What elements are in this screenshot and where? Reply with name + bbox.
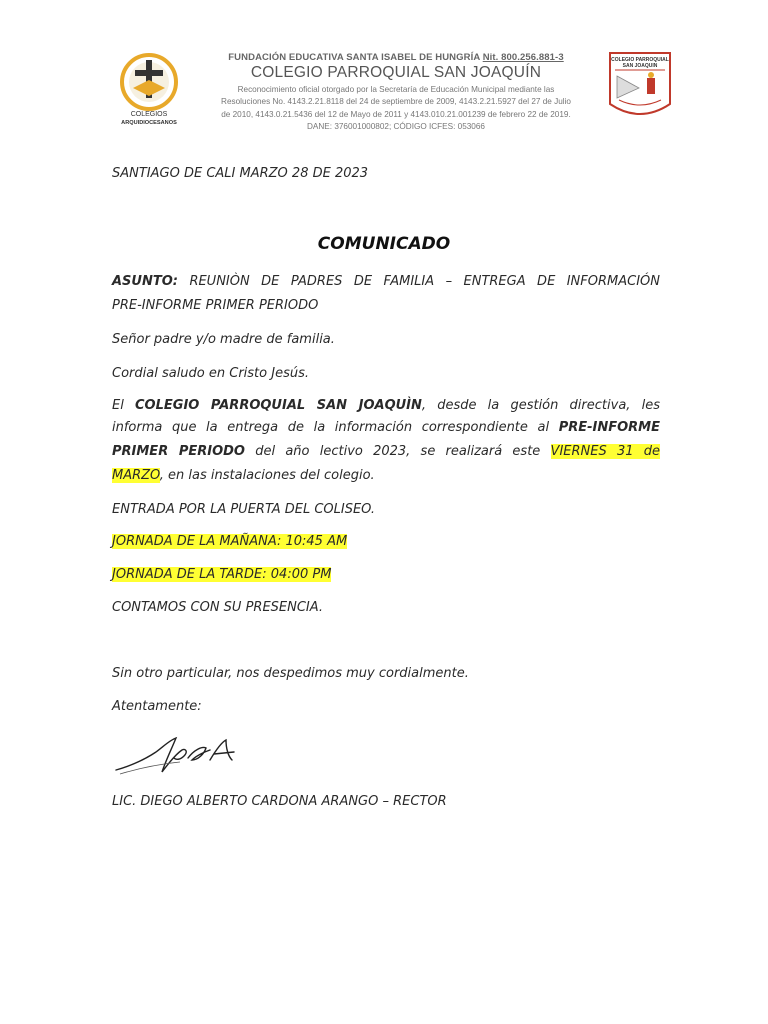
subject-line-1	[112, 274, 660, 289]
school-name: COLEGIO PARROQUIAL SAN JOAQUÍN	[250, 64, 542, 81]
foundation-name: FUNDACIÓN EDUCATIVA SANTA ISABEL DE HUNGRÍA	[228, 52, 480, 63]
paragraph-line-4: MARZO, en las instalaciones del colegio.	[112, 468, 375, 483]
resolution-line-1: Reconocimiento oficial otorgado por la Secretaría de Educación Municipal mediante las	[237, 85, 555, 94]
entrance-note: ENTRADA POR LA PUERTA DEL COLISEO.	[112, 502, 376, 517]
subject-label: ASUNTO:	[112, 274, 178, 289]
closing: Atentamente:	[112, 699, 202, 714]
school-name-inline: COLEGIO PARROQUIAL SAN JOAQUÌN	[135, 398, 422, 413]
paragraph-line-1: El COLEGIO PARROQUIAL SAN JOAQUÌN, desde la gestión directiva, les	[112, 398, 660, 413]
colegios-arquidiocesanos-logo	[113, 52, 185, 128]
afternoon-shift: JORNADA DE LA TARDE: 04:00 PM	[112, 567, 332, 582]
handwritten-signature	[110, 730, 250, 780]
salutation: Señor padre y/o madre de familia.	[112, 332, 335, 347]
farewell: Sin otro particular, nos despedimos muy cordialmente.	[112, 666, 469, 681]
primer-periodo-text: PRIMER PERIODO	[112, 444, 245, 459]
date-line: SANTIAGO DE CALI MARZO 28 DE 2023	[112, 166, 369, 181]
resolution-line-3: de 2010, 4143.0.21.5436 del 12 de Mayo de 2011 y 4143.010.21.001239 de febrero 22 de 2019.	[221, 109, 571, 119]
right-logo-text2: SAN JOAQUIN	[622, 63, 658, 69]
preinforme-text: PRE-INFORME	[558, 420, 660, 435]
presence-note: CONTAMOS CON SU PRESENCIA.	[112, 600, 324, 615]
subject-text: REUNIÒN DE PADRES DE FAMILIA – ENTREGA DE INFORMACIÓN	[189, 274, 660, 289]
nit-number: Nit. 800.256.881-3	[482, 52, 564, 63]
right-logo-text1: COLEGIO PARROQUIAL	[611, 57, 669, 63]
morning-shift: JORNADA DE LA MAÑANA: 10:45 AM	[112, 534, 348, 549]
signer-name: LIC. DIEGO ALBERTO CARDONA ARANGO – RECTOR	[112, 794, 447, 809]
left-logo-text1: COLEGIOS	[130, 111, 168, 118]
resolution-line-2: Resoluciones No. 4143.2.21.8118 del 24 de septiembre de 2009, 4143.2.21.5927 del 27 de Julio	[221, 97, 571, 107]
paragraph-line-2: informa que la entrega de la información correspondiente al PRE-INFORME	[112, 420, 660, 435]
letterhead	[190, 52, 602, 134]
left-logo-text2: ARQUIDIOCESANOS	[121, 120, 177, 126]
colegio-san-joaquin-crest	[607, 50, 673, 122]
paragraph-line-3: PRIMER PERIODO del año lectivo 2023, se realizará este VIERNES 31 de	[112, 444, 660, 459]
resolution-line-4: DANE: 376001000802; CÓDIGO ICFES: 053066	[307, 122, 485, 132]
document-title: COMUNICADO	[317, 234, 451, 254]
greeting: Cordial saludo en Cristo Jesús.	[112, 366, 309, 381]
marzo-highlight: MARZO	[112, 468, 160, 483]
subject-line-2: PRE-INFORME PRIMER PERIODO	[112, 298, 319, 313]
viernes-highlight: VIERNES 31 de	[550, 444, 660, 459]
